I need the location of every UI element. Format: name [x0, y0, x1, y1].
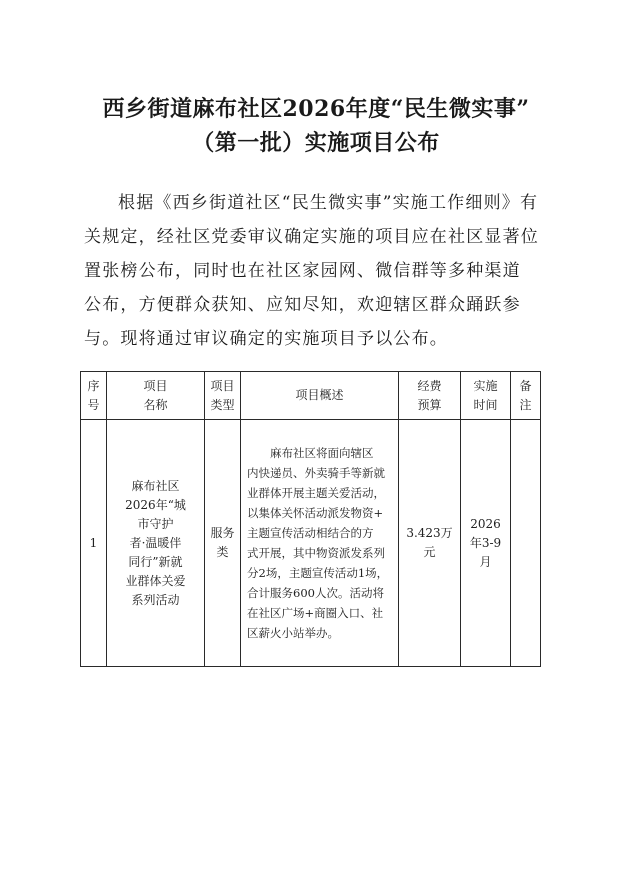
cell-no: 1: [81, 420, 107, 667]
header-project-name: 项目 名称: [107, 372, 205, 420]
header-remark: 备 注: [511, 372, 541, 420]
projects-table: [80, 371, 541, 667]
cell-project-name: 麻布社区 2026年“城 市守护 者·温暖伴 同行”新就 业群体关爱 系列活动: [107, 420, 205, 667]
paragraph-line: 与。现将通过审议确定的实施项目予以公布。: [84, 329, 448, 349]
title-line-1: 西乡街道麻布社区2026年度“民生微实事”: [102, 96, 530, 122]
paragraph-line: 关规定，经社区党委审议确定实施的项目应在社区显著位: [84, 227, 539, 247]
cell-time: 2026 年3-9 月: [461, 420, 511, 667]
title-line-2: （第一批）实施项目公布: [192, 130, 440, 156]
cell-budget: 3.423万 元: [399, 420, 461, 667]
table-row: [81, 420, 541, 667]
document-title: [60, 92, 572, 160]
header-no: 序 号: [81, 372, 107, 420]
paragraph-line: 置张榜公布，同时也在社区家园网、微信群等多种渠道: [84, 261, 521, 281]
header-project-summary: 项目概述: [241, 372, 399, 420]
cell-remark: [511, 420, 541, 667]
cell-project-type: 服务 类: [205, 420, 241, 667]
cell-project-summary: 麻布社区将面向辖区 内快递员、外卖骑手等新就 业群体开展主题关爱活动， 以集体关怀活动派发物资+ 主题宣传活动相结合的方 式开展，其中物资派发系列 分2场，主题宣传活动1场， 合计服务600人次。活动将 在社区广场+商圈入口、社 区薪火小站举办。: [241, 420, 399, 667]
paragraph-line: 根据《西乡街道社区“民生微实事”实施工作细则》有: [118, 193, 539, 213]
header-time: 实施 时间: [461, 372, 511, 420]
header-budget: 经费 预算: [399, 372, 461, 420]
header-project-type: 项目 类型: [205, 372, 241, 420]
table-header-row: [81, 372, 541, 420]
paragraph-line: 公布，方便群众获知、应知尽知，欢迎辖区群众踊跃参: [84, 295, 521, 315]
intro-paragraph: [84, 186, 544, 356]
